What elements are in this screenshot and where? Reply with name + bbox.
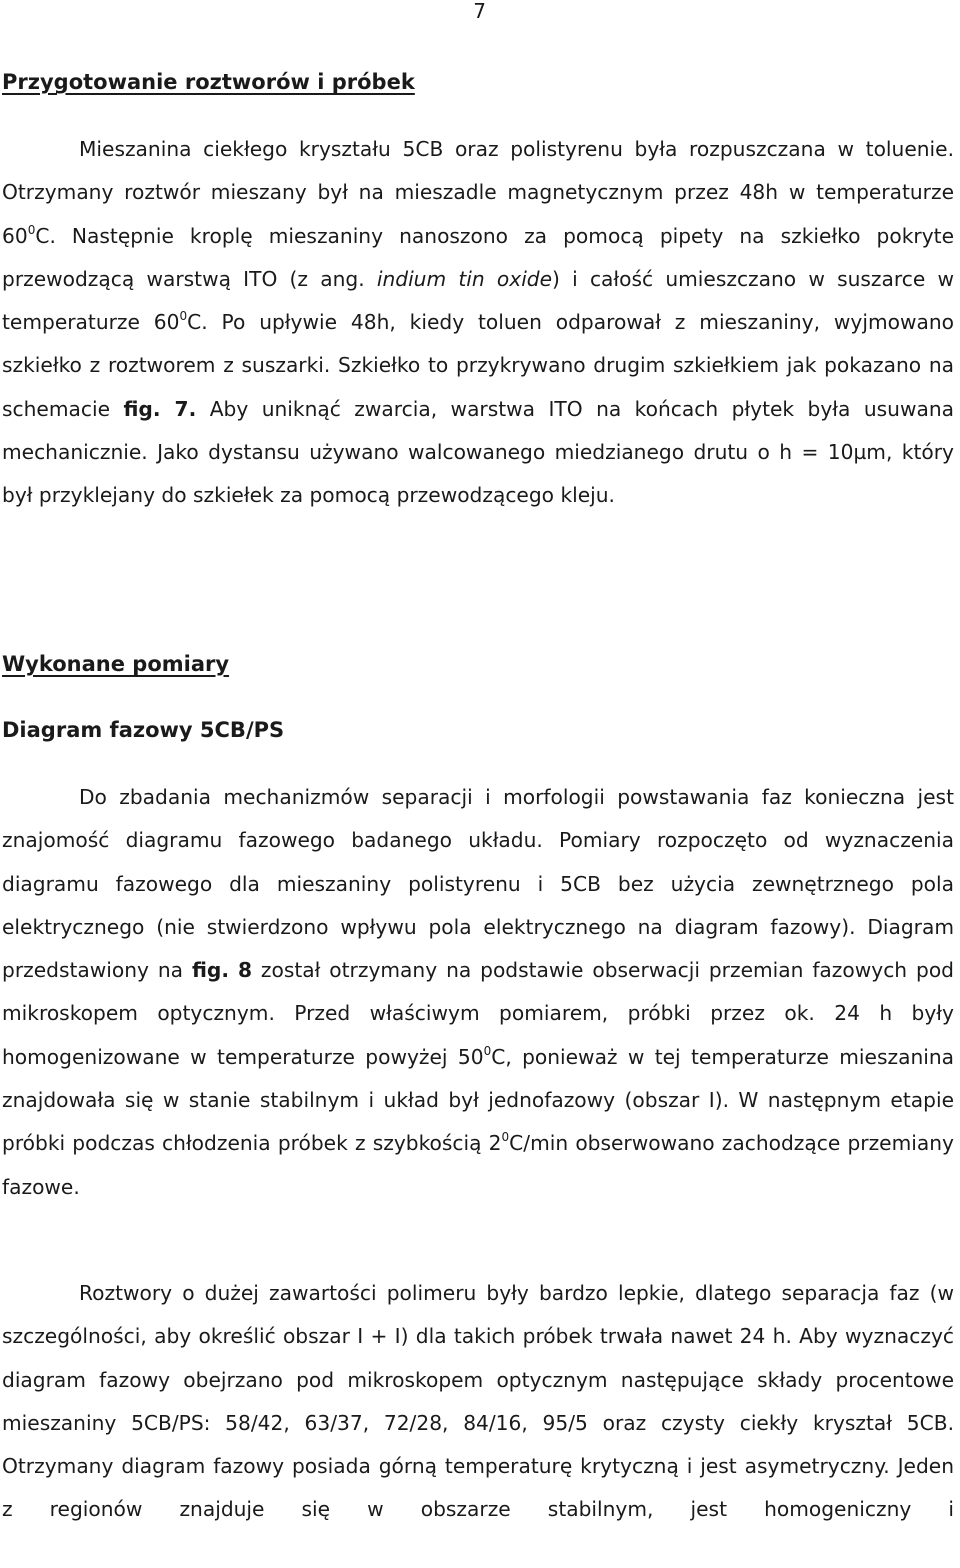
subheading-phase-diagram: Diagram fazowy 5CB/PS	[2, 718, 285, 742]
section-heading-measurements: Wykonane pomiary	[2, 652, 230, 676]
page-number: 7	[473, 0, 486, 23]
section-heading-preparation: Przygotowanie roztworów i próbek	[2, 70, 415, 94]
paragraph-phase-diagram: Do zbadania mechanizmów separacji i morfologii powstawania faz konieczna jest znajomość diagramu fazowego badanego układu. Pomiary rozpoczęto od wyznaczenia diagramu fazowego dla mieszaniny polistyrenu i 5CB bez użycia zewnętrznego pola elektrycznego (nie stwierdzono wpływu pola elektrycznego na diagram fazowy). Diagram przedstawiony na fig. 8 został otrzymany na podstawie obserwacji przemian fazowych pod mikroskopem optycznym. Przed właściwym pomiarem, próbki przez ok. 24 h były homogenizowane w temperaturze powyżej $50^0C$, ponieważ w tej temperaturze mieszanina znajdowała się w stanie stabilnym i układ był jednofazowy (obszar I). W następnym etapie próbki podczas chłodzenia próbek z szybkością $2^0C/\min$ obserwowano zachodzące przemiany fazowe.	[2, 785, 955, 1199]
paragraph-viscous-solutions: Roztwory o dużej zawartości polimeru były bardzo lepkie, dlatego separacja faz (w szczególności, aby określić obszar I + I) dla takich próbek trwała nawet 24 h. Aby wyznaczyć diagram fazowy obejrzano pod mikroskopem optycznym następujące składy procentowe mieszaniny 5CB/PS: 58/42, 63/37, 72/28, 84/16, 95/5 oraz czysty ciekły kryształ 5CB. Otrzymany diagram fazowy posiada górną temperaturę krytyczną i jest asymetryczny. Jeden z regionów znajduje się w obszarze stabilnym, jest homogeniczny i	[2, 1281, 954, 1522]
paragraph-preparation: Mieszanina ciekłego kryształu 5CB oraz polistyrenu była rozpuszczana w toluenie. Otrzymany roztwór mieszany był na mieszadle magnetycznym przez 48h w temperaturze $60^0C$. Następnie kroplę mieszaniny nanoszono za pomocą pipety na szkiełko pokryte przewodzącą warstwą ITO (z ang. indium tin oxide) i całość umieszczano w suszarce w temperaturze $60^0C$. Po upływie 48h, kiedy toluen odparował z mieszaniny, wyjmowano szkiełko z roztworem z suszarki. Szkiełko to przykrywano drugim szkiełkiem jak pokazano na schemacie fig. 7. Aby uniknąć zwarcia, warstwa ITO na końcach płytek była usuwana mechanicznie. Jako dystansu używano walcowanego miedzianego drutu o h = 10µm, który był przyklejany do szkiełek za pomocą przewodzącego kleju.	[2, 137, 954, 508]
